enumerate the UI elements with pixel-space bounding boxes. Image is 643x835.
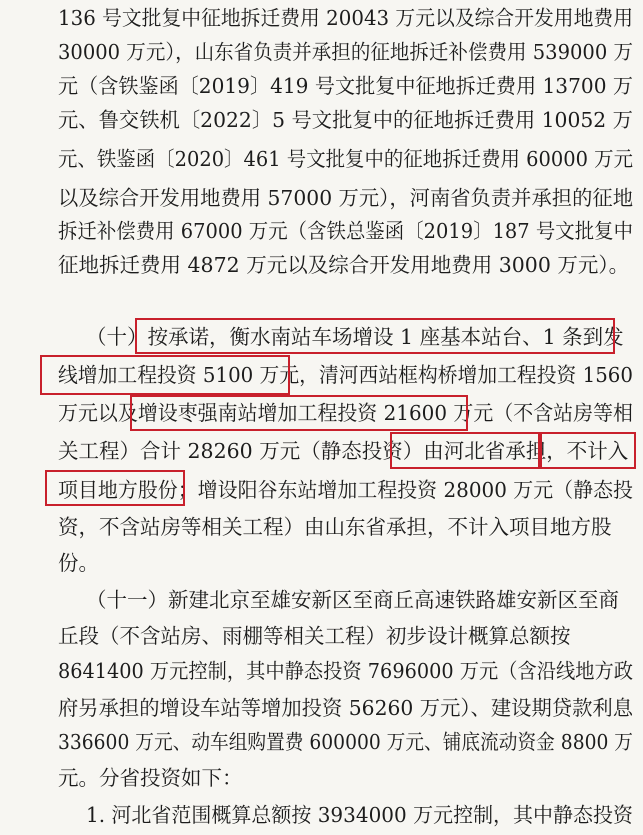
text-line: 元、铁鉴函〔2020〕461 号文批复中的征地拆迁费用 60000 万元 — [58, 147, 633, 171]
text-line: 元。分省投资如下： — [58, 766, 243, 790]
text-line: 府另承担的增设车站等增加投资 56260 万元）、建设期贷款利息 — [58, 696, 633, 720]
text-line: 以及综合开发用地费用 57000 万元），河南省负责并承担的征地 — [58, 186, 633, 210]
text-line: 元、鲁交铁机〔2022〕5 号文批复中的征地拆迁费用 10052 万 — [58, 108, 633, 132]
text-line: 336600 万元、动车组购置费 600000 万元、铺底流动资金 8800 万 — [58, 730, 633, 754]
text-line: （十一）新建北京至雄安新区至商丘高速铁路雄安新区至商 — [86, 588, 619, 612]
text-line: 线增加工程投资 5100 万元，清河西站框构桥增加工程投资 1560 — [58, 363, 633, 387]
text-line: 项目地方股份；增设阳谷东站增加工程投资 28000 万元（静态投 — [58, 478, 633, 502]
text-line: 30000 万元），山东省负责并承担的征地拆迁补偿费用 539000 万 — [58, 40, 633, 64]
text-line: 资，不含站房等相关工程）由山东省承担，不计入项目地方股 — [58, 515, 612, 539]
text-line: 丘段（不含站房、雨棚等相关工程）初步设计概算总额按 — [58, 624, 571, 648]
text-line: 8641400 万元控制，其中静态投资 7696000 万元（含沿线地方政 — [58, 659, 633, 683]
text-line: 份。 — [58, 551, 99, 575]
text-line: 1. 河北省范围概算总额按 3934000 万元控制，其中静态投资 — [86, 803, 633, 827]
text-line: 元（含铁鉴函〔2019〕419 号文批复中征地拆迁费用 13700 万 — [58, 74, 633, 98]
text-line: 136 号文批复中征地拆迁费用 20043 万元以及综合开发用地费用 — [58, 6, 633, 30]
text-line: 征地拆迁费用 4872 万元以及综合开发用地费用 3000 万元）。 — [58, 253, 630, 277]
text-line: 关工程）合计 28260 万元（静态投资）由河北省承担，不计入 — [58, 439, 629, 463]
text-line: （十）按承诺，衡水南站车场增设 1 座基本站台、1 条到发 — [86, 325, 624, 349]
text-line: 拆迁补偿费用 67000 万元（含铁总鉴函〔2019〕187 号文批复中 — [58, 219, 633, 243]
text-line: 万元以及增设枣强南站增加工程投资 21600 万元（不含站房等相 — [58, 401, 633, 425]
